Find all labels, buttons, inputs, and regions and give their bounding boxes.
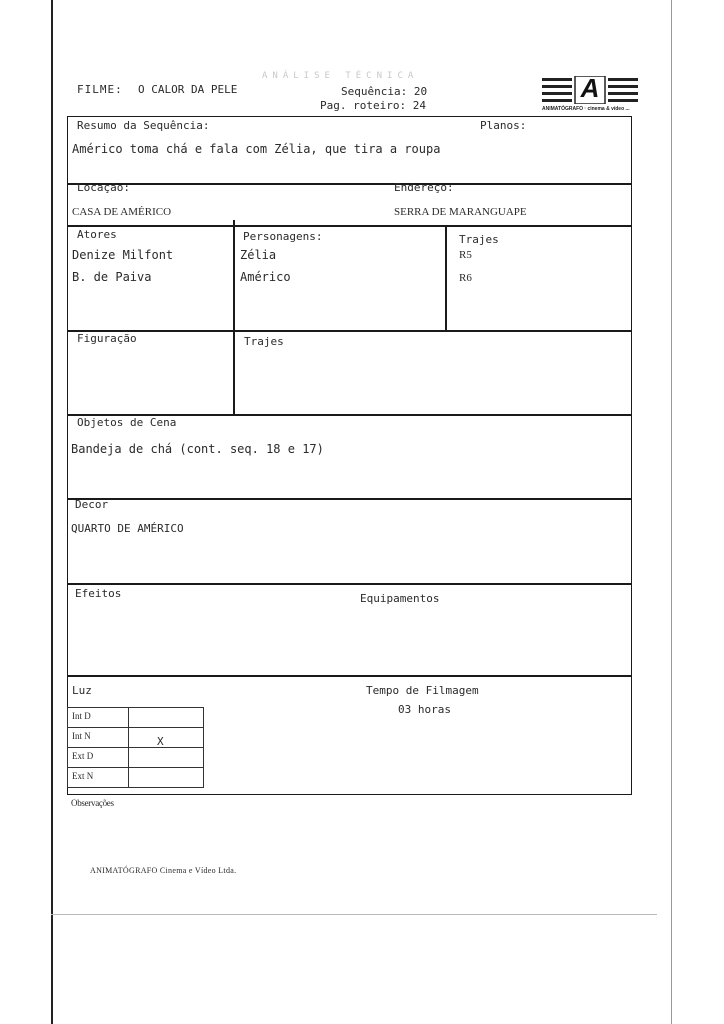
light-row-label: Ext N (72, 771, 94, 781)
light-row-mark: X (157, 735, 164, 748)
light-table (67, 707, 204, 790)
characters-label: Personagens: (243, 230, 323, 243)
light-row-label: Int N (72, 731, 91, 741)
costumes-label: Trajes (459, 233, 499, 246)
page-right-edge (671, 0, 672, 1024)
location-label: Locação: (77, 181, 130, 194)
divider-cast (67, 330, 632, 332)
equipment-label: Equipamentos (360, 592, 440, 605)
light-mark-cell (128, 707, 204, 728)
logo-caption: ANIMATÓGRAFO · cinema & vídeo ... (542, 106, 630, 112)
decor-label: Decor (75, 498, 109, 511)
extras-costumes-label: Trajes (244, 335, 284, 348)
address-value: SERRA DE MARANGUAPE (394, 206, 527, 218)
company-footer: ANIMATÓGRAFO Cinema e Vídeo Ltda. (90, 866, 237, 875)
summary-label: Resumo da Sequência: (77, 119, 210, 132)
planos-label: Planos: (480, 119, 527, 132)
logo-letter: A (580, 73, 600, 103)
divider-effects (67, 675, 632, 677)
film-label: FILME: (77, 83, 123, 96)
actor-name: B. de Paiva (72, 270, 152, 284)
company-logo (542, 73, 638, 104)
decor-text: QUARTO DE AMÉRICO (71, 522, 184, 535)
actors-label: Atores (77, 228, 117, 241)
extras-label: Figuração (77, 332, 137, 345)
location-value: CASA DE AMÉRICO (72, 206, 172, 218)
light-mark-cell (128, 747, 204, 768)
divider-location (67, 225, 632, 227)
light-mark-cell (128, 727, 204, 748)
light-row-label: Int D (72, 711, 91, 721)
summary-text: Américo toma chá e fala com Zélia, que tira a roupa (72, 142, 441, 156)
light-mark-cell (128, 767, 204, 788)
props-label: Objetos de Cena (77, 416, 177, 429)
document-faded-title: ANÁLISE TÉCNICA (262, 71, 419, 81)
cast-col-divider-2 (445, 225, 447, 330)
shooting-time-value: 03 horas (398, 703, 451, 716)
shooting-time-label: Tempo de Filmagem (366, 684, 479, 697)
costume-code: R5 (459, 249, 472, 261)
actor-name: Denize Milfont (72, 248, 174, 262)
costume-code: R6 (459, 272, 472, 284)
props-text: Bandeja de chá (cont. seq. 18 e 17) (71, 442, 324, 456)
script-page: Pag. roteiro: 24 (320, 99, 426, 112)
divider-summary (67, 183, 632, 185)
divider-decor (67, 583, 632, 585)
page-left-edge (51, 0, 53, 1024)
sequence-number: Sequência: 20 (341, 85, 428, 98)
address-label: Endereço: (394, 181, 454, 194)
cast-col-divider-1 (233, 220, 235, 414)
notes-label: Observações (71, 798, 114, 808)
effects-label: Efeitos (75, 587, 122, 600)
divider-props (67, 498, 632, 500)
character-name: Zélia (240, 248, 277, 262)
film-title: O CALOR DA PELE (138, 83, 238, 96)
character-name: Américo (240, 270, 291, 284)
page-break-line (51, 914, 657, 915)
light-row-label: Ext D (72, 751, 94, 761)
light-label: Luz (72, 684, 92, 697)
